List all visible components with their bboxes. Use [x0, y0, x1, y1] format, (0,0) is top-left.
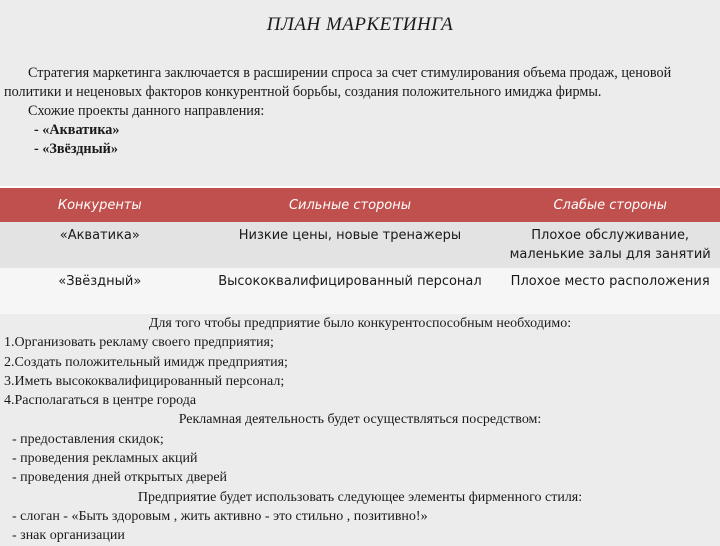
table-cell: Плохое обслуживание, маленькие залы для занятий — [500, 222, 720, 268]
table-row — [0, 268, 720, 314]
project-item: - «Звёздный» — [34, 141, 118, 157]
table-cell: Плохое место расположения — [500, 268, 720, 314]
table-cell: «Акватика» — [0, 222, 200, 268]
header-weaknesses: Слабые стороны — [500, 187, 720, 222]
competitors-table — [0, 186, 720, 314]
style-item: - знак организации — [12, 528, 125, 544]
table-cell: «Звёздный» — [0, 268, 200, 314]
table-cell: Низкие цены, новые тренажеры — [200, 222, 501, 268]
table-cell: Высококвалифицированный персонал — [200, 268, 501, 314]
need-item: 3.Иметь высококвалифицированный персонал; — [4, 373, 285, 389]
header-strengths: Сильные стороны — [200, 187, 501, 222]
project-item: - «Акватика» — [34, 122, 120, 138]
intro-section — [4, 64, 710, 159]
need-heading: Для того чтобы предприятие было конкурентоспособным необходимо: — [148, 316, 572, 331]
style-item: - слоган - «Быть здоровым , жить активно - это стильно , позитивно!» — [12, 508, 428, 524]
strategy-text: Стратегия маркетинга заключается в расширении спроса за счет стимулирования объема продаж, ценовой политики и неценовых факторов конкурентной борьбы, создания положительного имиджа фирмы. — [4, 65, 672, 100]
requirements-section — [4, 314, 716, 546]
header-competitors: Конкуренты — [0, 187, 200, 222]
need-item: 4.Располагаться в центре города — [4, 393, 197, 409]
ads-item: - проведения рекламных акций — [12, 451, 198, 467]
need-item: 1.Организовать рекламу своего предприятия; — [4, 335, 274, 351]
similar-projects-heading: Схожие проекты данного направления: — [28, 103, 265, 119]
style-heading: Предприятие будет использовать следующее элементы фирменного стиля: — [137, 489, 583, 505]
need-item: 2.Создать положительный имидж предприятия; — [4, 354, 288, 370]
ads-heading: Рекламная деятельность будет осуществляться посредством: — [178, 412, 542, 428]
ads-item: - предоставления скидок; — [12, 431, 164, 447]
table-row — [0, 222, 720, 268]
page-title: ПЛАН МАРКЕТИНГА — [266, 14, 454, 35]
table-header-row — [0, 187, 720, 222]
ads-item: - проведения дней открытых дверей — [12, 470, 228, 486]
